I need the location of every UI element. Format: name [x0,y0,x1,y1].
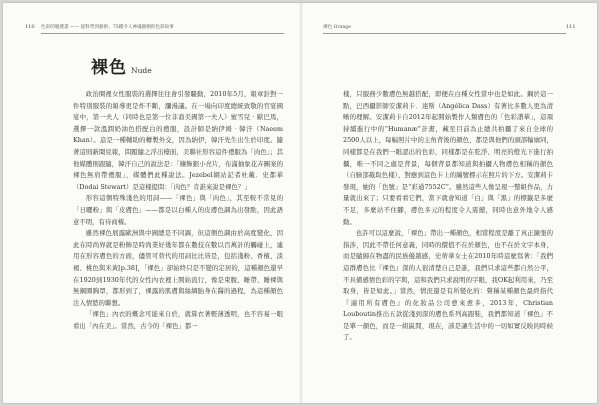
book-gutter [299,3,303,403]
right-paragraph-1: 樣，只服務少數膚色無越搭配，即便在白種女性當中也是如此。鋼於這一點，巴西攝影師安潔莉卡．達斯（Angélica Dass）有著比多數人更為清晰的理解。安潔莉卡自2012年起開始製作人類膚色的「色彩譜華」，這項持續進行中的“Humanæ”計畫，藏至目前為止總共拍攝了來自全球的2500人以上，每幅照片中的主角背後的顏色，都是與他們的頭部輪廓同，同樣都是在我們一眼認出的色彩，同樣都是在乾淨、明亮的燈光下進行拍攝，唯一不同之處是背景，每個背景都知道與拍攝人物膚色相稱的顏色（自臉部截取色樣），對應到這色卡上的編號標示在照片的下方。安潔莉卡發現，她的「色號」是“彩通7552C”。雖然這些人像呈現一整組作品，力量就出來了；只要看看它們，當下就會知道「白」與「黑」的標籤是多麼不足，多麼站不住腳，膚色多元的程度令人震撼，同時也意外地令人感動。 [343,90,553,226]
book-spread [3,3,597,403]
left-paragraph-3: 雖然裸色展露歐洲與中國總是不同調，但這個色調由於高度變化，因此在時尚界就是粉飾是時尚業好幾年都在數技在數以百萬計的觸碰上，連用在形容膚色的方面，儘管可替代的用詞比比皆是，包括淺粉、香檳、淡褐、桃色與米黃[p.38]，「裸色」卻始終只是不變的定居的，這種顏色還早在1920到1930年代的女性內衣裡上開始流行，像是束腹、睡帶、睡裸與無鋼圈胸罩，都形到了，裸露的肌膚與絲綢胎身在醫的過程，為這種顏色注入情慾的聯想。 [73,229,283,307]
chapter-title-zh: 裸色 [91,58,127,78]
left-body-text [73,89,283,332]
right-header-rule [323,33,566,34]
left-header-rule [41,33,284,34]
left-paragraph-2: 形容這個特殊淺色的用詞——「裸色」與「肉色」，其至較不常見的「日曬粉」與「皮膚色」——都是以白種人的皮膚色調為出發點，因此語意不明，有待商榷。 [73,194,283,226]
right-running-head: 裸色 Orange [323,25,351,30]
left-running-head: 色彩的履歷書 —— 從科學到藝術，75種令人神魂顛倒的色彩故事 [41,25,174,30]
chapter-title [91,53,152,78]
left-paragraph-1: 政治圈裡女性服裝的選擇往往會引發騷動，2010年5月，報章針對一件特別服裝的報導更是炸不斷，瀰漫議。在一場向印度總統致敬的官宴國宴中，第一夫人（同時也是第一位非裔美國第一夫人）蜜雪兒‧歐巴馬，選擇一款溫潤奶油色搭配白的禮服，設計師是納伊姆‧韓汗（Naeem Khan）。這是一種輔助的轉製外交，因為納伊，韓汗先生出生於印度。隨著這則新聞見報，問題隨之浮出檯面，美聯社形容這件禮服為「肉色」；其他媒體則跟隨，韓汗自己的說法是：「鑲飾銀小亮片，布滿抽象花卉圖案的裸色無肩帶禮服」，媒體們此種說法。Jezebel網站記者杜戴．史都華（Dodai Stewart）是這樣提問：「肉色？肯誰來說是裸色？」 [73,90,283,191]
right-paragraph-2: 也許可以這麼說，「裸色」帶出一種顏色，相當程度是離了真正擴張的指涉，因此不帶任何意義，同時的價值不在於顏色，也不在於文字本身，而是隨歸在物盡的民族優越感，史蒂華女士在2010年時這麼寫著：「我們這群膚色比『裸色』深的人很清楚自己是誰，我們只求這些都自然公平，不具備感情色彩的字與，這和我們只求說明的字眼，我OK起利用來，乃至取身，皆是如此。」當然，情況還是有所變化的：聲稱某種顏色最終指代『適用所有膚色』的化妝品公司愈來愈多，2013年，Christian Louboutin推出五款從淺到深的膚色系列高跟鞋，我們都知道「裸色」不是單一顏色，而是一組區間，現在，該是讓生活中的一切如實反映的時候了。 [343,229,553,342]
left-page-number: 110 [25,24,35,30]
right-page-number: 111 [566,24,576,30]
right-body-text [343,89,553,344]
chapter-title-en: Nude [131,66,152,75]
left-paragraph-4: 「裸色」內衣的概念可能來自於，就算衣著輕薄透明，也不容易一眼看出「內在美」。當然，古今的「裸色」都一 [73,310,283,330]
